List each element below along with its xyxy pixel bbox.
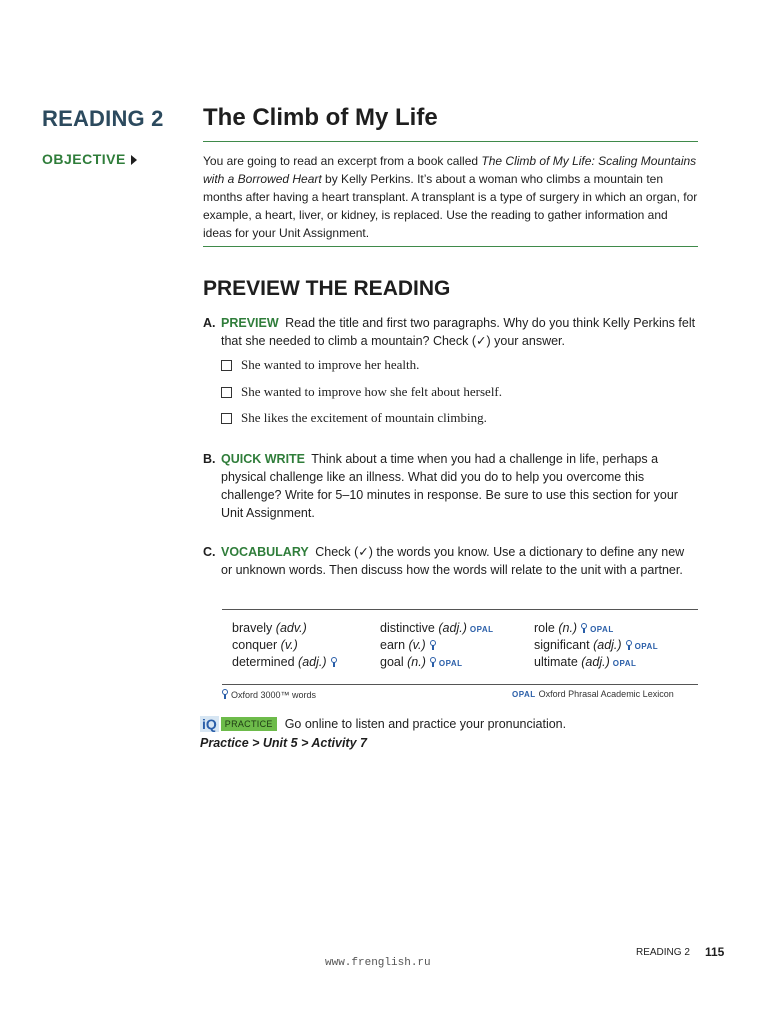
intro-paragraph [203,152,698,242]
objective-text: OBJECTIVE [42,151,126,167]
activity-a [203,314,698,350]
key-icon [222,689,228,699]
activity-c [203,543,698,579]
activity-a-text: Read the title and first two paragraphs. Why do you think Kelly Perkins felt that she needed to climb a mountain? Check (✓) your answer. [221,316,696,348]
iq-logo: iQ [202,716,217,732]
vocab-pos: (n.) [558,621,578,635]
vocab-top-rule [222,609,698,610]
vocab-item [534,621,692,635]
opal-legend-tag: OPAL [512,690,536,699]
opal-tag: OPAL [612,659,637,668]
option-row[interactable] [221,384,502,400]
activity-c-text: Check (✓) the words you know. Use a dictionary to define any new or unknown words. Then discuss how the words will relate to the unit with a partner. [221,545,685,577]
key-icon [430,640,436,650]
title-rule [203,141,698,142]
vocab-word: significant [534,638,590,652]
vocab-word: goal [380,655,404,669]
opal-tag: OPAL [634,642,659,651]
vocab-pos: (v.) [280,638,298,652]
vocab-word: determined [232,655,295,669]
vocab-pos: (adj.) [581,655,610,669]
vocab-item [380,638,534,652]
vocab-pos: (adj.) [593,638,622,652]
preview-heading: PREVIEW THE READING [203,277,451,300]
activity-a-letter: A. [203,316,216,330]
activity-c-keyword: VOCABULARY [221,545,309,559]
option-row[interactable] [221,410,487,426]
oxford-legend [222,689,316,700]
activity-b-text: Think about a time when you had a challenge in life, perhaps a physical challenge like an illness. What did you do to help you overcome this challenge? Write for 5–10 minutes in response. Be sure to use this section for your Unit Assignment. [221,452,678,520]
vocab-item [232,655,380,669]
key-icon [331,657,337,667]
key-icon [430,657,436,667]
option-label: She wanted to improve her health. [241,357,420,372]
vocab-word: earn [380,638,406,652]
opal-legend [512,689,674,699]
practice-path[interactable]: Practice > Unit 5 > Activity 7 [200,736,367,750]
activity-b-letter: B. [203,452,216,466]
objective-label [42,151,137,167]
vocab-pos: (n.) [407,655,426,669]
vocab-item [232,638,380,652]
checkbox[interactable] [221,387,232,398]
vocab-pos: (adv.) [275,621,307,635]
checkbox[interactable] [221,413,232,424]
vocab-pos: (adj.) [298,655,327,669]
practice-text: Go online to listen and practice your pronunciation. [284,717,567,731]
vocab-item [380,655,534,669]
activity-a-keyword: PREVIEW [221,316,279,330]
vocab-pos: (v.) [408,638,426,652]
vocab-item [232,621,380,635]
vocab-word: bravely [232,621,273,635]
activity-b-keyword: QUICK WRITE [221,452,306,466]
opal-tag: OPAL [469,625,494,634]
vocab-word: conquer [232,638,278,652]
key-icon [581,623,587,633]
footer-section-label: READING 2 [636,947,690,958]
checkbox[interactable] [221,360,232,371]
vocab-item [534,655,692,669]
watermark: www.frenglish.ru [325,957,431,969]
triangle-right-icon [131,155,137,165]
intro-text-1: You are going to read an excerpt from a book called [203,154,482,168]
activity-c-letter: C. [203,545,216,559]
vocab-word: distinctive [380,621,435,635]
oxford-legend-text: Oxford 3000™ words [231,690,317,700]
page-title: The Climb of My Life [203,104,438,131]
option-row[interactable] [221,357,419,373]
intro-text-2: by Kelly Perkins. It’s about a woman who climbs a mountain ten months after having a heart transplant. A transplant is a type of surgery in which an organ, for example, a heart, liver, or kidney, is replaced. Use the reading to gather information and ideas for your Unit Assignment. [203,172,698,240]
iq-practice-row [200,716,566,732]
opal-tag: OPAL [438,659,463,668]
option-label: She likes the excitement of mountain climbing. [241,410,487,425]
activity-b [203,450,698,522]
vocab-word: role [534,621,555,635]
book-title: The Climb of My Life: Scaling Mountains with a Borrowed Heart [203,154,697,186]
vocab-word: ultimate [534,655,578,669]
key-icon [626,640,632,650]
intro-rule [203,246,698,247]
opal-legend-text: Oxford Phrasal Academic Lexicon [538,689,674,699]
vocab-bottom-rule [222,684,698,685]
vocab-item [380,621,534,635]
vocab-grid [232,621,692,669]
section-label: READING 2 [42,106,164,131]
practice-badge: PRACTICE [221,717,277,731]
vocab-pos: (adj.) [438,621,467,635]
page-number: 115 [705,945,725,959]
opal-tag: OPAL [590,625,614,634]
vocab-item [534,638,692,652]
option-label: She wanted to improve how she felt about herself. [241,384,503,399]
